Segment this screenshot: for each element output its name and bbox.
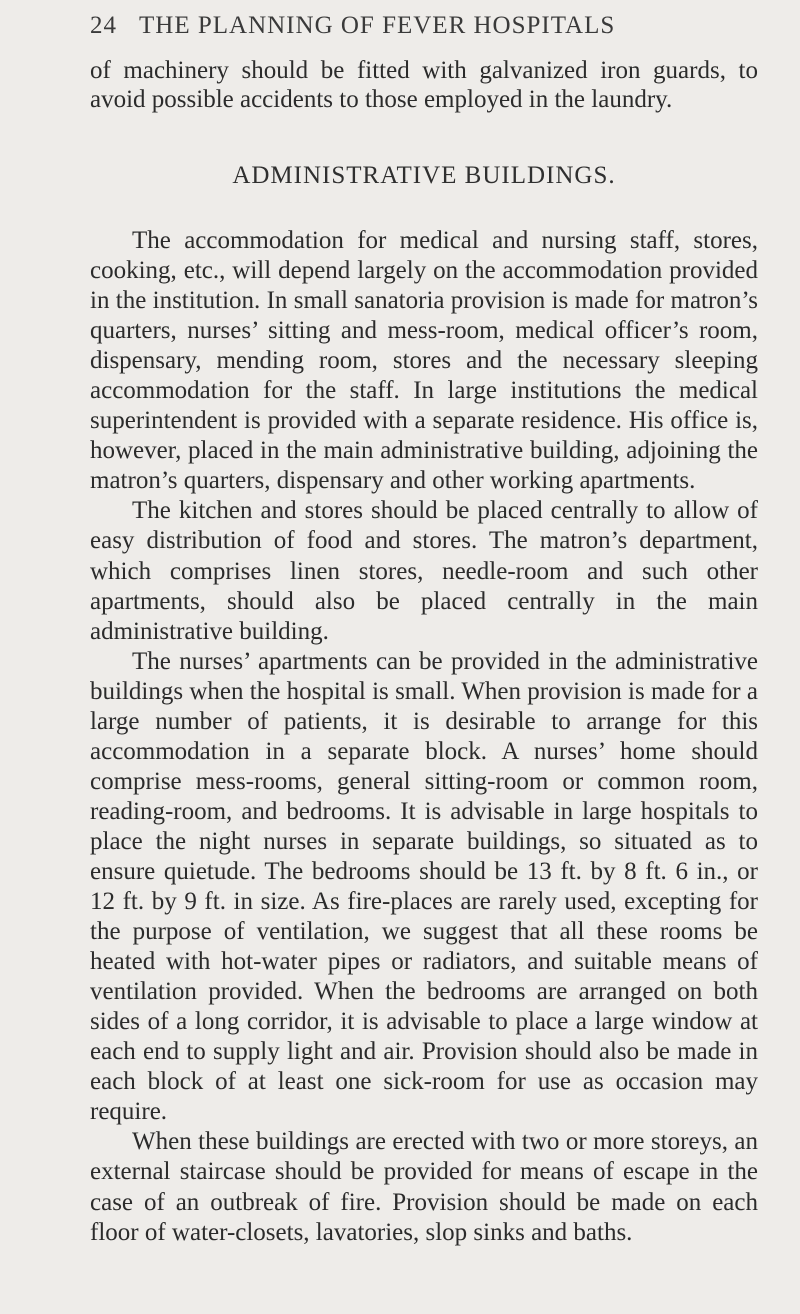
paragraph: The accommodation for medical and nursing staff, stores, cooking, etc., will depend largely on the accommodation provided in the institution. In small sanatoria provision is made for matron’s quarters, nurses’ sitting and mess-room, medical officer’s room, dispensary, mending room, stores and the necessary sleeping accommodation for the staff. In large institutions the medical superintendent is provided with a separate residence. His office is, however, placed in the main administrative building, adjoining the matron’s quarters, dispensary and other working apartments. xyxy=(90,227,758,495)
paragraph: The nurses’ apartments can be provided in the administrative buildings when the hospital is small. When provision is made for a large number of patients, it is desirable to arrange for this accommodation in a separate block. A nurses’ home should comprise mess-rooms, general sitting-room or common room, reading-room, and bedrooms. It is advisable in large hospitals to place the night nurses in separate buildings, so situated as to ensure quietude. The bedrooms should be 13 ft. by 8 ft. 6 in., or 12 ft. by 9 ft. in size. As fire-places are rarely used, excepting for the purpose of ventilation, we suggest that all these rooms be heated with hot-water pipes or radiators, and suitable means of ventilation provided. When the bedrooms are arranged on both sides of a long corridor, it is advisable to place a large window at each end to supply light and air. Provision should also be made in each block of at least one sick-room for use as occasion may require. xyxy=(90,647,758,1126)
continued-paragraph: of machinery should be fitted with galvanized iron guards, to avoid possible accidents to those employed in the laundry. xyxy=(90,57,758,113)
running-title: THE PLANNING OF FEVER HOSPITALS xyxy=(139,12,616,39)
section-heading: ADMINISTRATIVE BUILDINGS. xyxy=(232,162,616,189)
page-number: 24 xyxy=(90,12,117,39)
running-head xyxy=(90,12,758,40)
section-body xyxy=(90,226,758,1248)
paragraph: When these buildings are erected with two or more storeys, an external staircase should be provided for means of escape in the case of an outbreak of fire. Provision should be made on each floor of water-closets, lavatories, slop sinks and baths. xyxy=(90,1128,758,1246)
paragraph: The kitchen and stores should be placed centrally to allow of easy distribution of food and stores. The matron’s department, which comprises linen stores, needle-room and such other apartments, should also be placed centrally in the main administrative building. xyxy=(90,497,758,645)
